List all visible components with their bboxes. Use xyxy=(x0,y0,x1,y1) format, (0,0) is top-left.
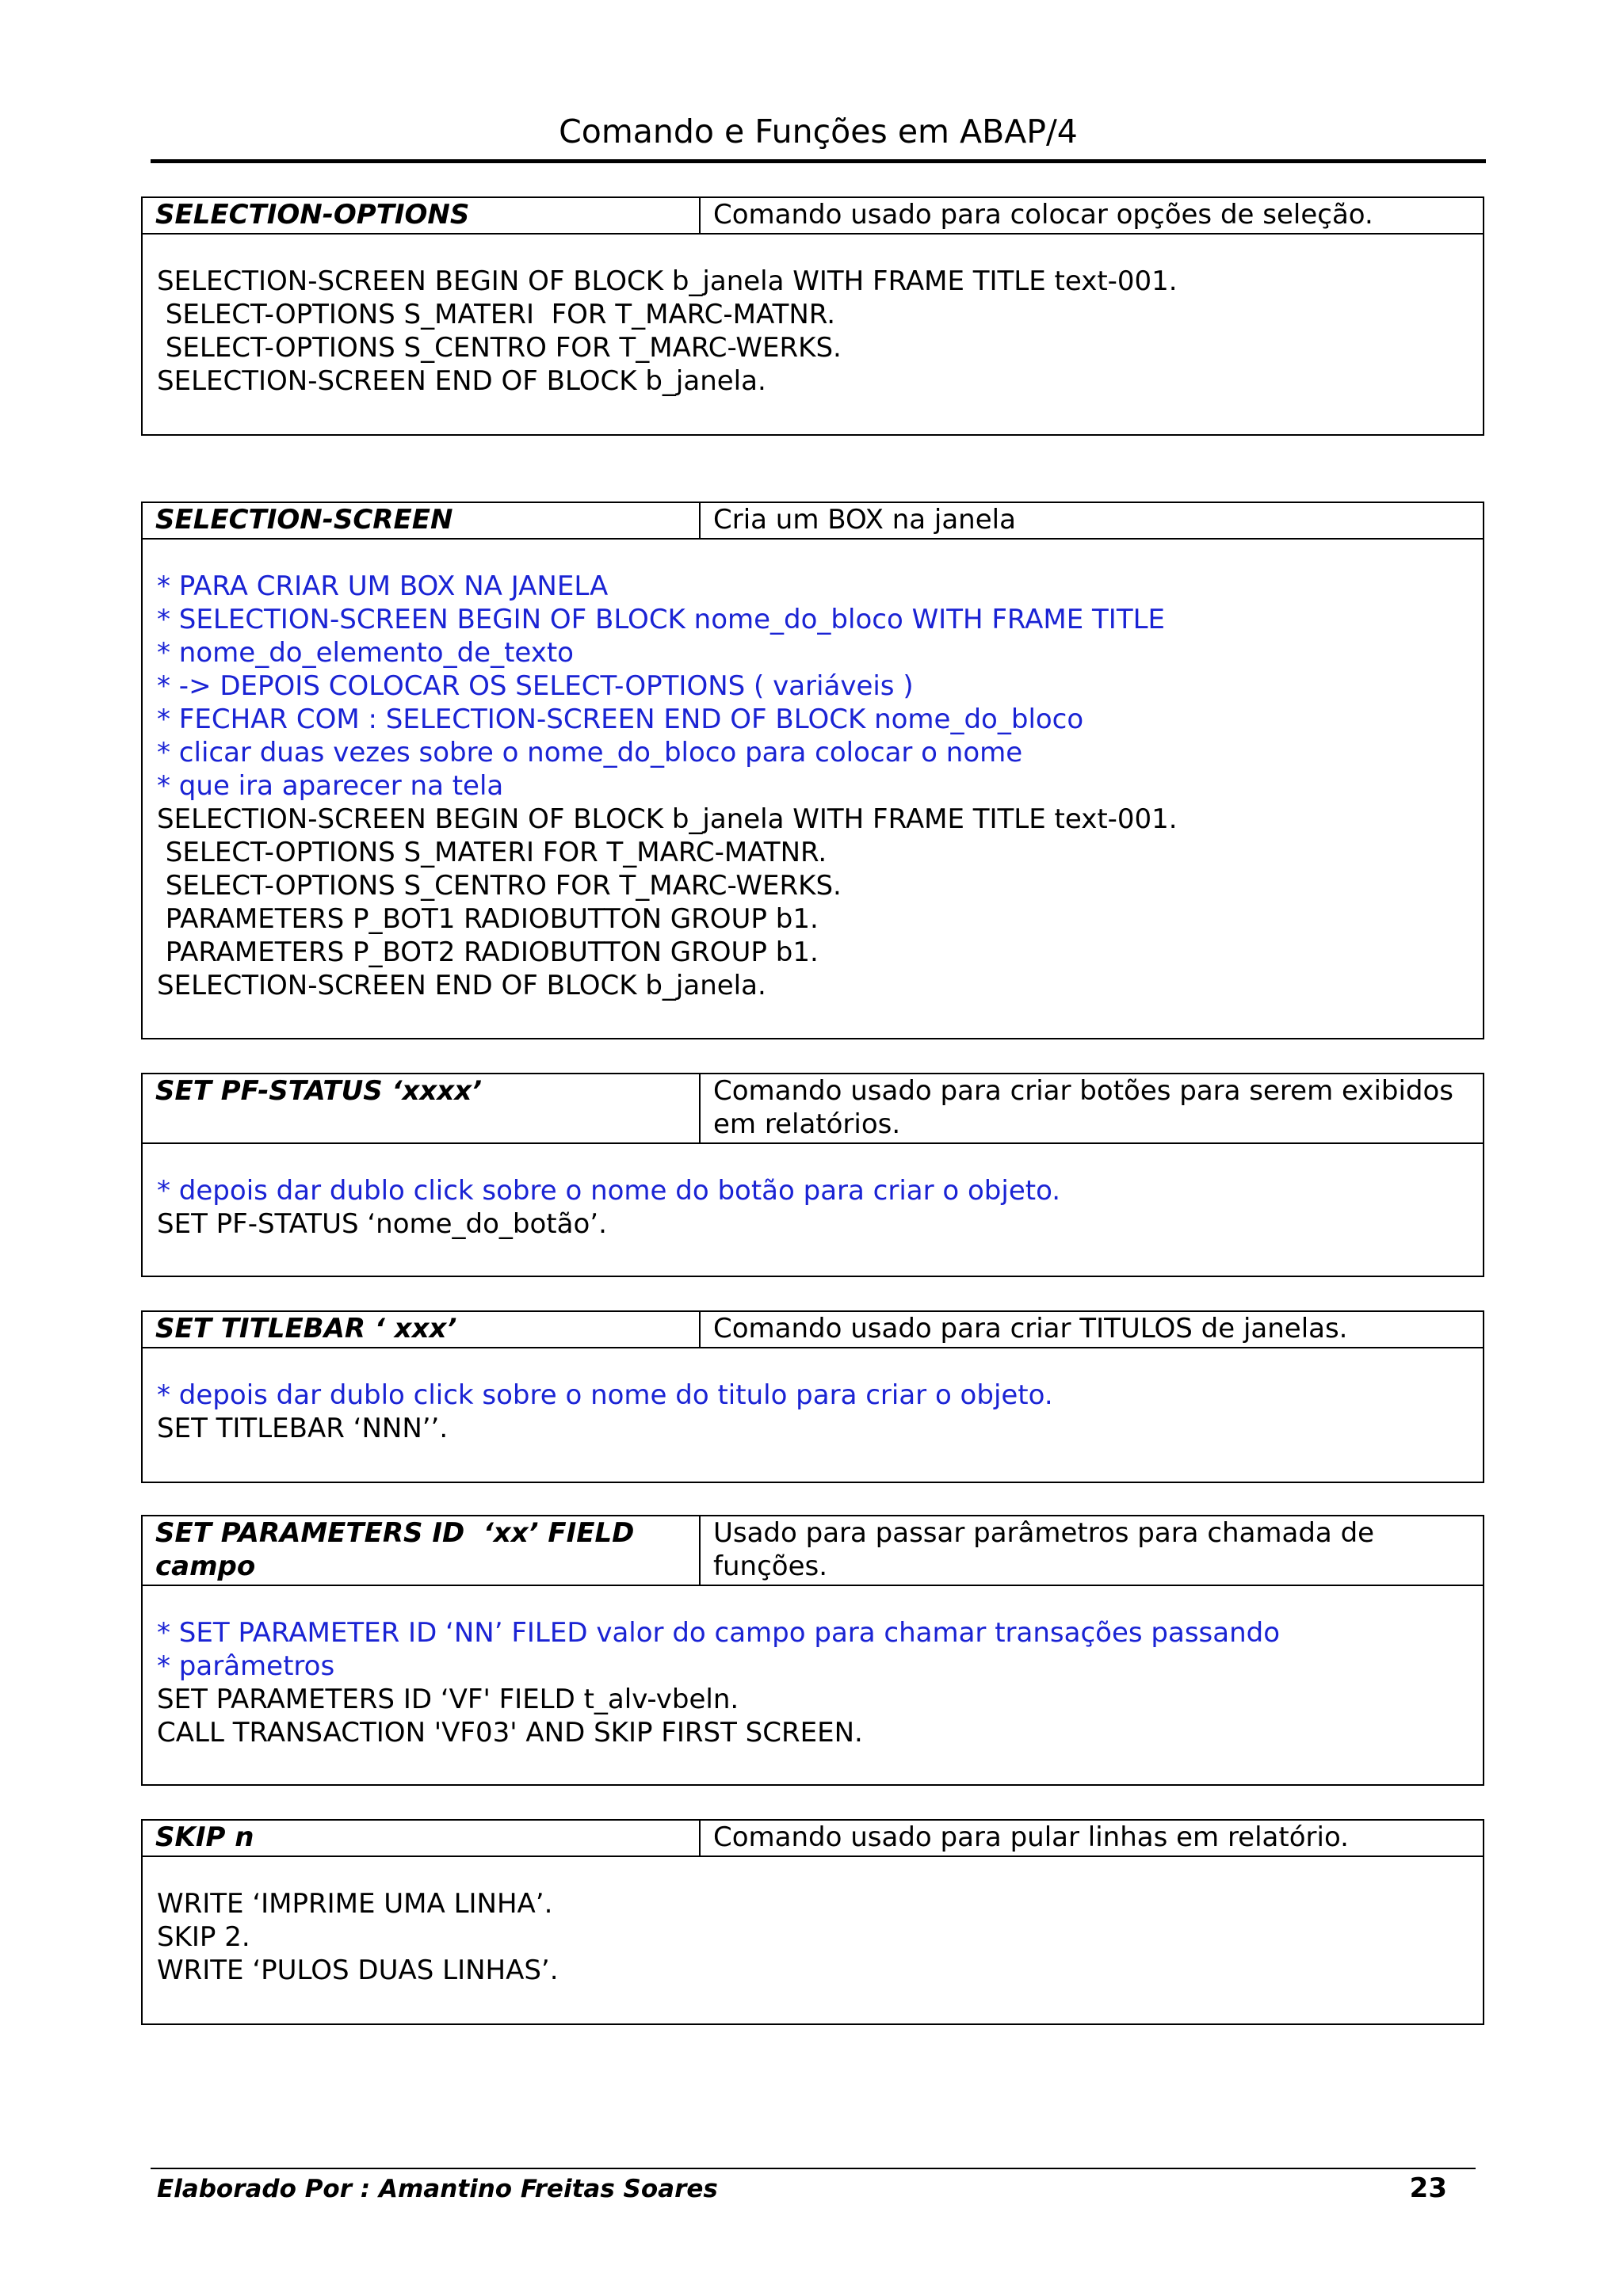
command-header-row xyxy=(143,198,1483,235)
command-name: SET TITLEBAR ‘ xxx’ xyxy=(143,1312,701,1347)
code-line: WRITE ‘PULOS DUAS LINHAS’. xyxy=(157,1955,559,1986)
command-description: Comando usado para pular linhas em relatório. xyxy=(713,1821,1349,1853)
comment-line: * depois dar dublo click sobre o nome do botão para criar o objeto. xyxy=(157,1175,1061,1207)
code-line: WRITE ‘IMPRIME UMA LINHA’. xyxy=(157,1888,553,1920)
command-description: Comando usado para colocar opções de seleção. xyxy=(713,199,1373,231)
command-block-set-titlebar xyxy=(141,1310,1484,1483)
code-line: SET TITLEBAR ‘NNN’’. xyxy=(157,1413,449,1444)
command-description: Cria um BOX na janela xyxy=(713,504,1016,536)
comment-line: * clicar duas vezes sobre o nome_do_bloco para colocar o nome xyxy=(157,737,1023,769)
command-block-selection-screen xyxy=(141,502,1484,1039)
code-line: SET PF-STATUS ‘nome_do_botão’. xyxy=(157,1208,607,1240)
command-example-body xyxy=(143,1857,1483,1987)
command-name: SKIP n xyxy=(143,1821,701,1855)
code-line: SELECT-OPTIONS S_CENTRO FOR T_MARC-WERKS. xyxy=(157,332,842,364)
code-line: SKIP 2. xyxy=(157,1921,250,1953)
command-name: SELECTION-SCREEN xyxy=(143,503,701,538)
command-description: Usado para passar parâmetros para chamada de funções. xyxy=(713,1517,1375,1582)
comment-line: * parâmetros xyxy=(157,1650,335,1682)
code-line: SELECTION-SCREEN END OF BLOCK b_janela. xyxy=(157,970,766,1001)
comment-line: * que ira aparecer na tela xyxy=(157,770,504,802)
code-line: SELECTION-SCREEN BEGIN OF BLOCK b_janela WITH FRAME TITLE text-001. xyxy=(157,803,1178,835)
command-example-body xyxy=(143,235,1483,398)
command-name: SET PF-STATUS ‘xxxx’ xyxy=(143,1074,701,1142)
code-line: SELECT-OPTIONS S_CENTRO FOR T_MARC-WERKS. xyxy=(157,870,842,902)
footer-author: Elaborado Por : Amantino Freitas Soares xyxy=(157,2175,718,2203)
code-line: SELECT-OPTIONS S_MATERI FOR T_MARC-MATNR. xyxy=(157,299,836,330)
command-name: SELECTION-OPTIONS xyxy=(143,198,701,233)
command-header-row xyxy=(143,1312,1483,1348)
command-example-body xyxy=(143,540,1483,1002)
command-example-body xyxy=(143,1586,1483,1749)
command-header-row xyxy=(143,1074,1483,1144)
command-block-skip xyxy=(141,1819,1484,2025)
footer-divider xyxy=(151,2168,1476,2169)
header-divider xyxy=(151,159,1486,163)
comment-line: * nome_do_elemento_de_texto xyxy=(157,637,574,669)
code-line: SELECT-OPTIONS S_MATERI FOR T_MARC-MATNR. xyxy=(157,837,827,868)
command-name: SET PARAMETERS ID ‘xx’ FIELD campo xyxy=(143,1516,701,1585)
command-example-body xyxy=(143,1348,1483,1445)
code-line: PARAMETERS P_BOT1 RADIOBUTTON GROUP b1. xyxy=(157,903,819,935)
comment-line: * -> DEPOIS COLOCAR OS SELECT-OPTIONS ( variáveis ) xyxy=(157,670,914,702)
code-line: SET PARAMETERS ID ‘VF' FIELD t_alv-vbeln. xyxy=(157,1684,739,1715)
comment-line: * SELECTION-SCREEN BEGIN OF BLOCK nome_do_bloco WITH FRAME TITLE xyxy=(157,604,1166,635)
code-line: CALL TRANSACTION 'VF03' AND SKIP FIRST SCREEN. xyxy=(157,1717,863,1749)
comment-line: * SET PARAMETER ID ‘NN’ FILED valor do campo para chamar transações passando xyxy=(157,1617,1281,1649)
page-header-title: Comando e Funções em ABAP/4 xyxy=(559,113,1078,151)
code-line: SELECTION-SCREEN END OF BLOCK b_janela. xyxy=(157,365,766,397)
comment-line: * FECHAR COM : SELECTION-SCREEN END OF BLOCK nome_do_bloco xyxy=(157,704,1084,735)
command-block-selection-options xyxy=(141,196,1484,436)
command-example-body xyxy=(143,1144,1483,1241)
command-header-row xyxy=(143,1516,1483,1586)
comment-line: * PARA CRIAR UM BOX NA JANELA xyxy=(157,570,609,602)
code-line: SELECTION-SCREEN BEGIN OF BLOCK b_janela WITH FRAME TITLE text-001. xyxy=(157,265,1178,297)
command-block-set-pf-status xyxy=(141,1073,1484,1277)
command-description: Comando usado para criar TITULOS de janelas. xyxy=(713,1313,1348,1344)
command-block-set-parameters-id xyxy=(141,1515,1484,1786)
command-header-row xyxy=(143,503,1483,540)
command-description: Comando usado para criar botões para serem exibidos em relatórios. xyxy=(713,1075,1454,1140)
page-number: 23 xyxy=(1409,2172,1447,2204)
comment-line: * depois dar dublo click sobre o nome do titulo para criar o objeto. xyxy=(157,1379,1053,1411)
command-header-row xyxy=(143,1821,1483,1857)
code-line: PARAMETERS P_BOT2 RADIOBUTTON GROUP b1. xyxy=(157,936,819,968)
